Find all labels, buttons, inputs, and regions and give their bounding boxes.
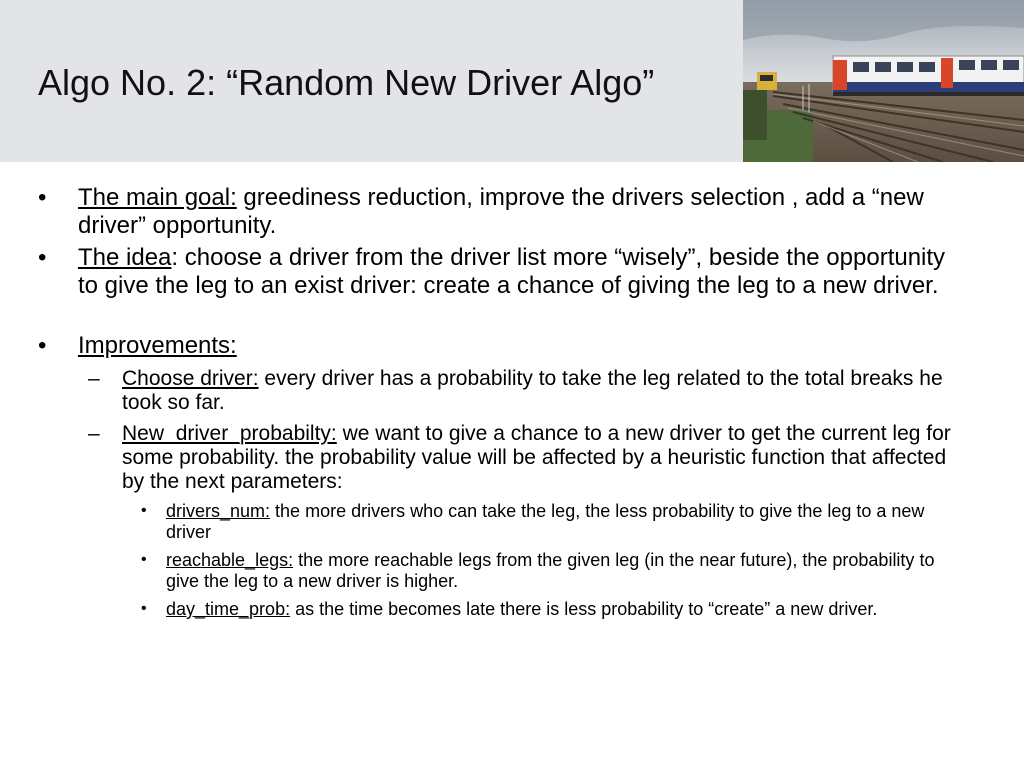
bullet-body: every driver has a probability to take the leg related to the total breaks he took so far. — [122, 367, 943, 414]
bullet-body: as the time becomes late there is less probability to “create” a new driver. — [290, 599, 878, 619]
bullet-text — [78, 332, 958, 360]
subbullet-choose-driver — [88, 367, 952, 415]
bullet-label: day_time_prob: — [166, 599, 291, 619]
bullet-text — [122, 422, 952, 494]
subbullet-new-driver-probability — [88, 422, 952, 494]
bullet-idea — [38, 244, 958, 300]
bullet-text — [78, 244, 958, 300]
bullet-marker: • — [38, 332, 47, 359]
bullet-label: The idea — [78, 244, 172, 271]
train-photo — [743, 0, 1024, 162]
bullet-main-goal — [38, 184, 958, 240]
subsubbullet-reachable-legs — [141, 550, 946, 592]
bullet-text — [166, 599, 946, 620]
bullet-label: drivers_num: — [166, 501, 271, 521]
bullet-text — [166, 550, 946, 592]
bullet-body: the more drivers who can take the leg, the less probability to give the leg to a new driver — [166, 501, 925, 542]
bullet-body: we want to give a chance to a new driver to get the current leg for some probability. the probability value will be affected by a heuristic function that affected by the next parameters: — [122, 422, 951, 493]
bullet-marker: • — [141, 600, 147, 617]
bullet-body: greediness reduction, improve the drivers selection , add a “new driver” opportunity. — [78, 184, 924, 239]
bullet-text — [166, 501, 946, 543]
bullet-body: : choose a driver from the driver list more “wisely”, beside the opportunity to give the leg to an exist driver: create a chance of giving the leg to a new driver. — [78, 244, 946, 299]
bullet-body: the more reachable legs from the given leg (in the near future), the probability to give the leg to a new driver is higher. — [166, 550, 935, 591]
bullet-marker: • — [38, 184, 47, 211]
bullet-label: Improvements: — [78, 332, 237, 359]
bullet-label: reachable_legs: — [166, 550, 294, 570]
train-on-railway-tracks-photo — [743, 0, 1024, 162]
subsubbullet-drivers-num — [141, 501, 946, 543]
bullet-marker: • — [38, 244, 47, 271]
bullet-label: Choose driver: — [122, 367, 259, 390]
bullet-improvements — [38, 332, 958, 360]
bullet-marker: • — [141, 502, 147, 519]
dash-marker: – — [88, 367, 100, 390]
dash-marker: – — [88, 422, 100, 445]
slide-title: Algo No. 2: “Random New Driver Algo” — [38, 62, 655, 103]
subsubbullet-day-time-prob — [141, 599, 946, 620]
bullet-label: New_driver_probabilty: — [122, 422, 337, 445]
bullet-marker: • — [141, 551, 147, 568]
bullet-text — [78, 184, 958, 240]
bullet-text — [122, 367, 952, 415]
bullet-label: The main goal: — [78, 184, 237, 211]
